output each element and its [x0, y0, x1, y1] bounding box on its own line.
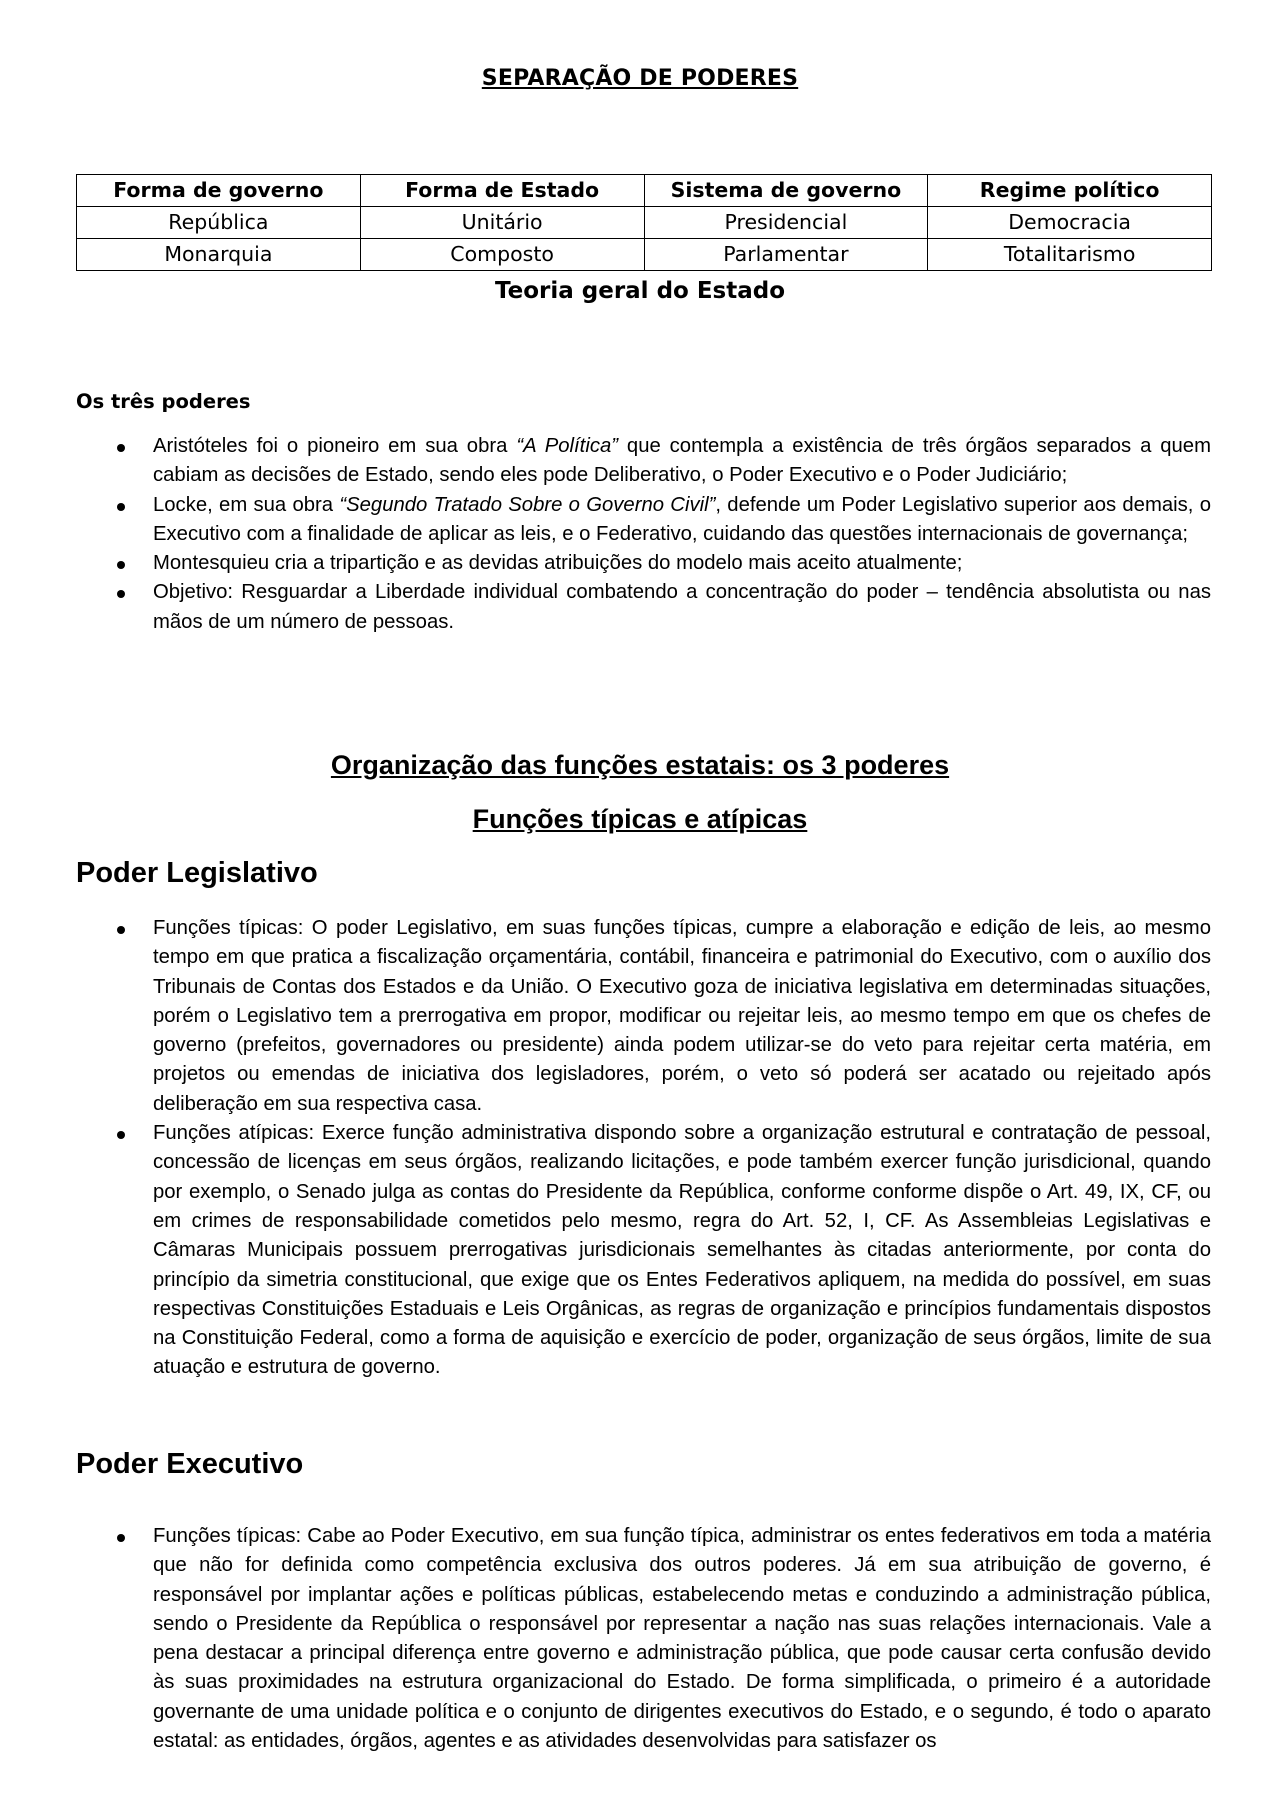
bullet-icon: [117, 926, 125, 934]
executivo-heading: Poder Executivo: [76, 1448, 304, 1480]
section-subtitle: Teoria geral do Estado: [494, 278, 786, 304]
item-text: Funções atípicas: Exerce função administrativa dispondo sobre a organização estrutural e contratação de pessoal, concessão de licenças em seus órgãos, realizando licitações, e pode também exercer função jurisdicional, quando por exemplo, o Senado julga as contas do Presidente da República, conforme conforme dispõe o Art. 49, IX, CF, ou em crimes de responsabilidade cometidos pelo mesmo, regra do Art. 52, I, CF. As Assembleias Legislativas e Câmaras Municipais possuem prerrogativas jurisdicionais semelhantes às citadas anteriormente, por conta do princípio da simetria constitucional, que exige que os Entes Federativos apliquem, na medida do possível, em suas respectivas Constituições Estaduais e Leis Orgânicas, as regras de organização e princípios fundamentais dispostos na Constituição Federal, como a forma de aquisição e exercício de poder, organização de seus órgãos, limite de sua atuação e estrutura de governo.: [153, 1122, 1211, 1379]
legislativo-list: [0, 914, 1280, 1383]
government-forms-table: [76, 174, 1212, 271]
book-title: “A Política”: [516, 435, 619, 457]
table-cell: Unitário: [360, 207, 644, 239]
book-title: “Segundo Tratado Sobre o Governo Civil”: [339, 493, 716, 516]
item-text: Locke, em sua obra: [153, 493, 340, 516]
list-item: [153, 491, 1211, 550]
list-item: [153, 914, 1211, 1119]
item-text: Montesquieu cria a tripartição e as devidas atribuições do modelo mais aceito atualmente;: [153, 552, 963, 575]
item-text: Objetivo: Resguardar a Liberdade individual combatendo a concentração do poder – tendência absolutista ou nas mãos de um número de pessoas.: [153, 581, 1211, 633]
table-row: [77, 239, 1212, 271]
bullet-icon: [117, 503, 125, 511]
table-cell: Democracia: [928, 207, 1212, 239]
tres-poderes-label: Os três poderes: [76, 390, 251, 413]
legislativo-heading: Poder Legislativo: [76, 857, 318, 889]
table-row: [77, 207, 1212, 239]
org-heading: Organização das funções estatais: os 3 poderes: [330, 750, 950, 780]
list-item: [153, 1522, 1211, 1756]
funcoes-heading: Funções típicas e atípicas: [472, 804, 808, 834]
table-cell: Composto: [360, 239, 644, 271]
table-header-cell: Sistema de governo: [644, 175, 928, 207]
list-item: [153, 432, 1211, 491]
item-text: Aristóteles foi o pioneiro em sua obra: [153, 435, 517, 457]
item-text: Funções típicas: Cabe ao Poder Executivo, em sua função típica, administrar os entes federativos em toda a matéria que não for definida como competência exclusiva dos outros poderes. Já em sua atribuição de governo, é responsável por implantar ações e políticas públicas, estabelecendo metas e conduzindo a administração pública, sendo o Presidente da República o responsável por representar a nação nas suas relações internacionais. Vale a pena destacar a principal diferença entre governo e administração pública, que pode causar certa confusão devido às suas proximidades na estrutura organizacional do Estado. De forma simplificada, o primeiro é a autoridade governante de uma unidade política e o conjunto de dirigentes executivos do Estado, e o segundo, é todo o aparato estatal: as entidades, órgãos, agentes e as atividades desenvolvidas para satisfazer os: [153, 1525, 1211, 1753]
table-cell: Monarquia: [77, 239, 361, 271]
list-item: [153, 549, 1211, 578]
bullet-icon: [117, 1534, 125, 1542]
list-item: [153, 1119, 1211, 1383]
document-title: SEPARAÇÃO DE PODERES: [481, 66, 799, 91]
item-text: que contempla a existência de três órgãos separados a quem cabiam as decisões de Estado, sendo eles pode Deliberativo, o Poder Executivo e o Poder Judiciário;: [153, 435, 1211, 487]
table-cell: Parlamentar: [644, 239, 928, 271]
table-header-cell: Forma de Estado: [360, 175, 644, 207]
table-cell: Totalitarismo: [928, 239, 1212, 271]
bullet-icon: [117, 1131, 125, 1139]
executivo-list: [0, 1522, 1280, 1756]
table-cell: Presidencial: [644, 207, 928, 239]
item-text: Funções típicas: O poder Legislativo, em suas funções típicas, cumpre a elaboração e edição de leis, ao mesmo tempo em que pratica a fiscalização orçamentária, contábil, financeira e patrimonial do Executivo, com o auxílio dos Tribunais de Contas dos Estados e da União. O Executivo goza de iniciativa legislativa em determinadas situações, porém o Legislativo tem a prerrogativa em propor, modificar ou rejeitar leis, ao mesmo tempo em que os chefes de governo (prefeitos, governadores ou presidente) ainda podem utilizar-se do veto para rejeitar certa matéria, em projetos ou emendas de iniciativa dos legisladores, porém, o veto só poderá ser acatado ou rejeitado após deliberação em sua respectiva casa.: [153, 917, 1211, 1115]
table-header-row: [77, 175, 1212, 207]
bullet-icon: [117, 561, 125, 569]
table-cell: República: [77, 207, 361, 239]
bullet-icon: [117, 444, 125, 452]
table-header-cell: Forma de governo: [77, 175, 361, 207]
table-header-cell: Regime político: [928, 175, 1212, 207]
tres-poderes-list: [0, 432, 1280, 637]
bullet-icon: [117, 590, 125, 598]
item-text: , defende um Poder Legislativo superior aos demais, o Executivo com a finalidade de aplicar as leis, e o Federativo, cuidando das questões internacionais de governança;: [153, 493, 1211, 545]
list-item: [153, 578, 1211, 637]
